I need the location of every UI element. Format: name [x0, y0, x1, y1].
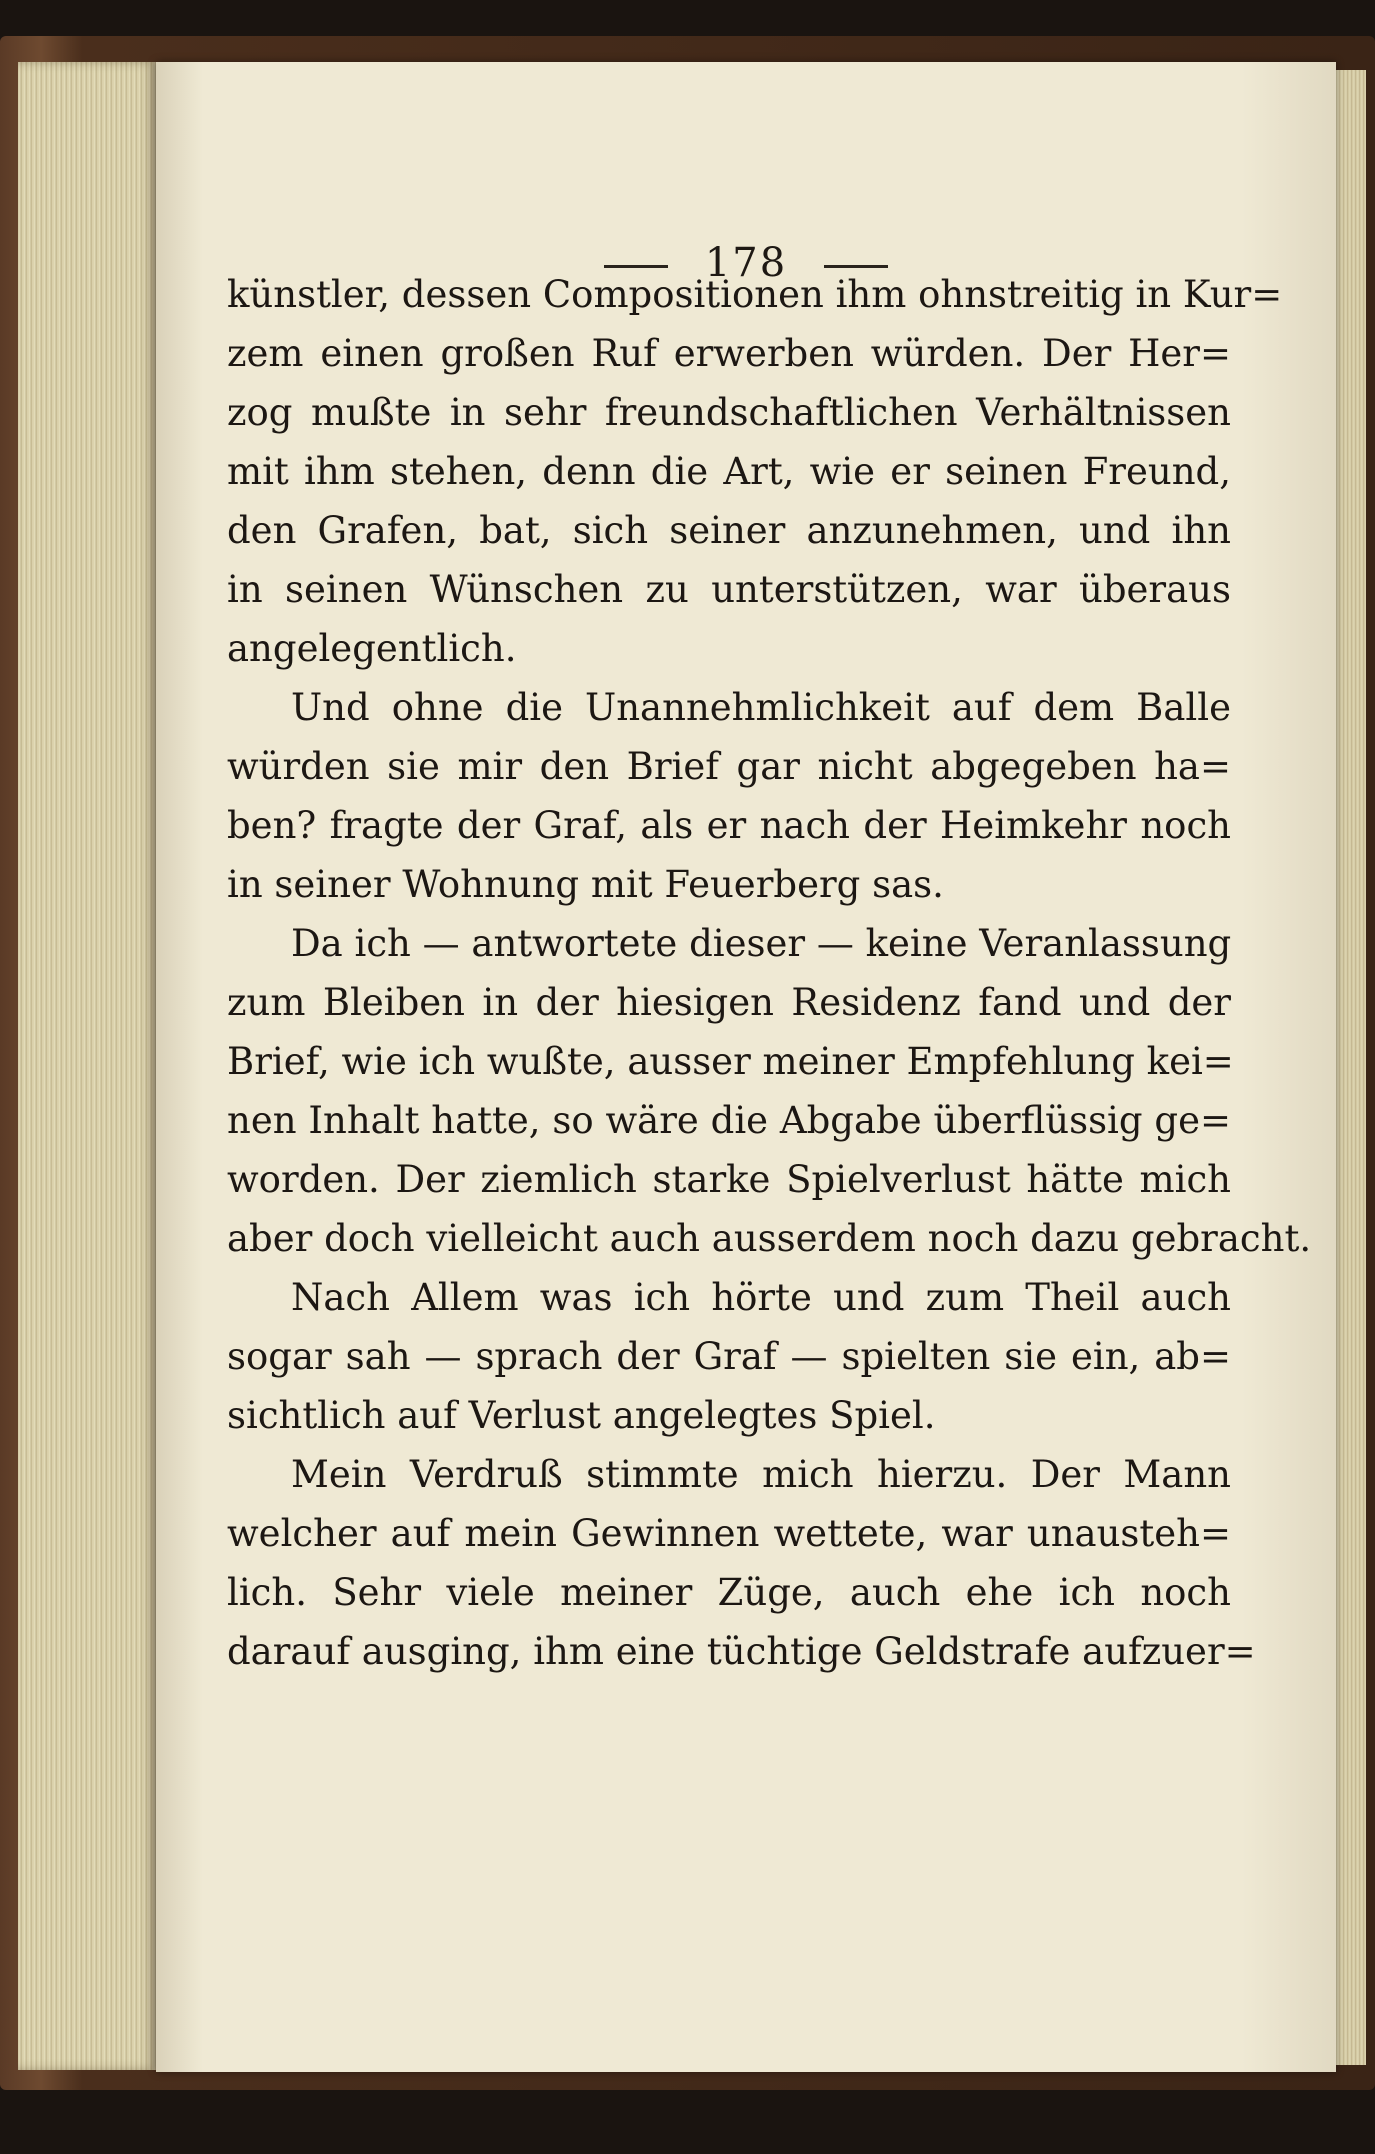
text-line: zem einen großen Ruf erwerben würden. Der Her= [227, 332, 1231, 375]
page-number-value: 178 [704, 240, 788, 286]
text-line: nen Inhalt hatte, so wäre die Abgabe überflüssig ge= [227, 1099, 1231, 1142]
text-line: sichtlich auf Verlust angelegtes Spiel. [227, 1394, 936, 1437]
text-line: in seinen Wünschen zu unterstützen, war überaus [227, 568, 1231, 611]
text-line: zog mußte in sehr freundschaftlichen Verhältnissen [227, 391, 1231, 434]
text-line: den Grafen, bat, sich seiner anzunehmen, und ihn [227, 509, 1231, 552]
text-line: Nach Allem was ich hörte und zum Theil auch [291, 1276, 1231, 1319]
page-edges-left [18, 62, 156, 2070]
text-line: in seiner Wohnung mit Feuerberg sas. [227, 863, 944, 906]
text-line: mit ihm stehen, denn die Art, wie er seinen Freund, [227, 450, 1231, 493]
text-line: Brief, wie ich wußte, ausser meiner Empfehlung kei= [227, 1040, 1234, 1083]
text-line: aber doch vielleicht auch ausserdem noch dazu gebracht. [227, 1217, 1312, 1260]
body-text [227, 265, 1312, 1681]
text-line: worden. Der ziemlich starke Spielverlust hätte mich [227, 1158, 1231, 1201]
text-line: zum Bleiben in der hiesigen Residenz fand und der [227, 981, 1231, 1024]
text-line: Da ich — antwortete dieser — keine Veranlassung [291, 922, 1232, 965]
text-line: lich. Sehr viele meiner Züge, auch ehe ich noch [227, 1571, 1231, 1614]
text-line: Und ohne die Unannehmlichkeit auf dem Balle [291, 686, 1231, 729]
page-edges-right [1336, 70, 1366, 2065]
text-line: angelegentlich. [227, 627, 517, 670]
text-line: welcher auf mein Gewinnen wettete, war unausteh= [227, 1512, 1231, 1555]
text-line: künstler, dessen Compositionen ihm ohnstreitig in Kur= [227, 273, 1283, 316]
text-line: Mein Verdruß stimmte mich hierzu. Der Mann [291, 1453, 1231, 1496]
text-line: ben? fragte der Graf, als er nach der Heimkehr noch [227, 804, 1231, 847]
text-line: sogar sah — sprach der Graf — spielten sie ein, ab= [227, 1335, 1231, 1378]
text-line: würden sie mir den Brief gar nicht abgegeben ha= [227, 745, 1231, 788]
text-line: darauf ausging, ihm eine tüchtige Geldstrafe aufzuer= [227, 1630, 1256, 1673]
